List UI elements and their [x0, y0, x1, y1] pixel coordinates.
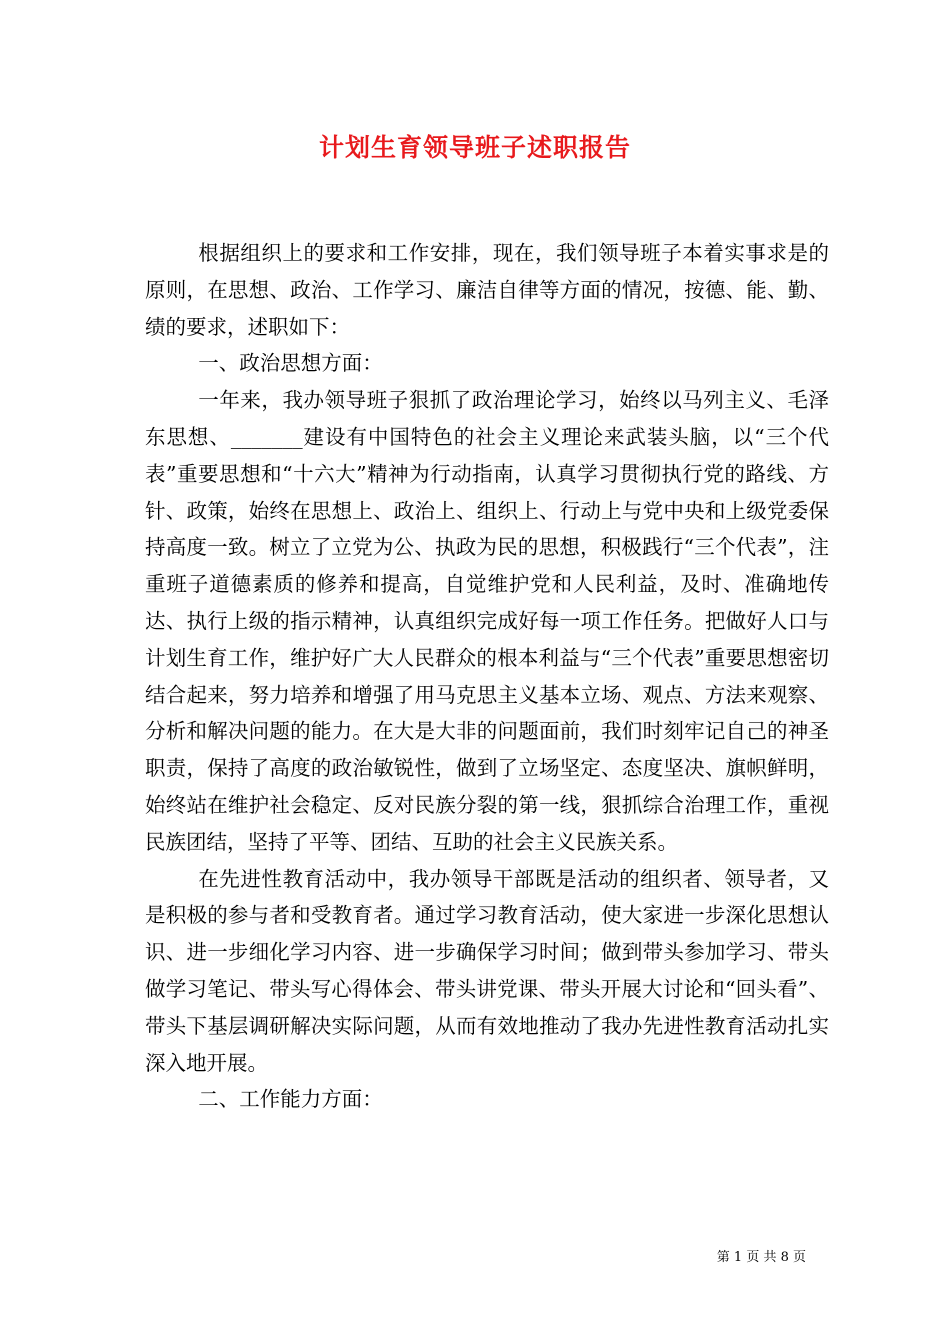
page-number: 第 1 页 共 8 页	[716, 1250, 806, 1265]
section-heading-work-ability: 二、工作能力方面：	[198, 1087, 383, 1112]
paragraph-education-activity: 在先进性教育活动中，我办领导干部既是活动的组织者、领导者，又是积极的参与者和受教育者。通过学习教育活动，使大家进一步深化思想认识、进一步细化学习内容、进一步确保学习时间；做到带头参加学习、带头做学习笔记、带头写心得体会、带头讲党课、带头开展大讨论和“回头看”、带头下基层调研解决实际问题，从而有效地推动了我办先进性教育活动扎实深入地开展。	[145, 866, 829, 1075]
document-title: 计划生育领导班子述职报告	[318, 133, 631, 162]
paragraph-intro: 根据组织上的要求和工作安排，现在，我们领导班子本着实事求是的原则，在思想、政治、工作学习、廉洁自律等方面的情况，按德、能、勤、绩的要求，述职如下：	[145, 241, 829, 339]
document-body	[145, 235, 829, 1118]
section-heading-political: 一、政治思想方面：	[198, 351, 383, 376]
paragraph-political: 一年来，我办领导班子狠抓了政治理论学习，始终以马列主义、毛泽东思想、_______建设有中国特色的社会主义理论来武装头脑，以“三个代表”重要思想和“十六大”精神为行动指南，认真学习贯彻执行党的路线、方针、政策，始终在思想上、政治上、组织上、行动上与党中央和上级党委保持高度一致。树立了立党为公、执政为民的思想，积极践行“三个代表”，注重班子道德素质的修养和提高，自觉维护党和人民利益，及时、准确地传达、执行上级的指示精神，认真组织完成好每一项工作任务。把做好人口与计划生育工作，维护好广大人民群众的根本利益与“三个代表”重要思想密切结合起来，努力培养和增强了用马克思主义基本立场、观点、方法来观察、分析和解决问题的能力。在大是大非的问题面前，我们时刻牢记自己的神圣职责，保持了高度的政治敏锐性，做到了立场坚定、态度坚决、旗帜鲜明，始终站在维护社会稳定、反对民族分裂的第一线，狠抓综合治理工作，重视民族团结，坚持了平等、团结、互助的社会主义民族关系。	[145, 388, 829, 854]
